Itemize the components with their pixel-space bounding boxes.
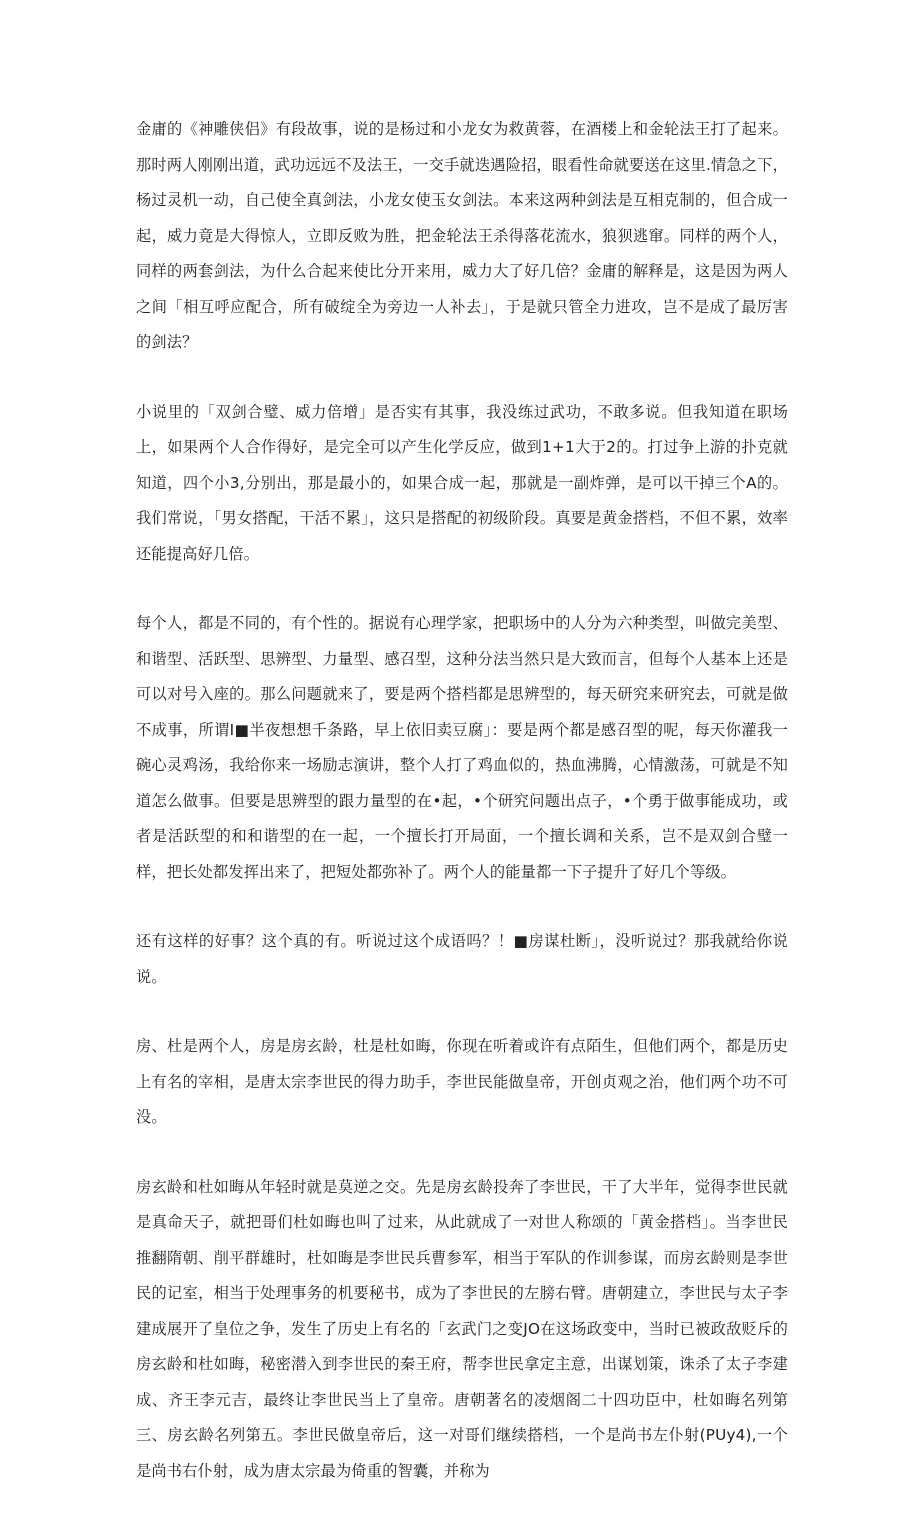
paragraph-1: 金庸的《神雕侠侣》有段故事，说的是杨过和小龙女为救黄蓉，在酒楼上和金轮法王打了起来。那时两人刚刚出道，武功远远不及法王，一交手就迭遇险招，眼看性命就要送在这里.情急之下，杨过灵机一动，自己使全真剑法，小龙女使玉女剑法。本来这两种剑法是互相克制的，但合成一起，威力竟是大得惊人，立即反败为胜，把金轮法王杀得落花流水，狼狈逃窜。同样的两个人，同样的两套剑法，为什么合起来使比分开来用，威力大了好几倍？金庸的解释是，这是因为两人之间「相互呼应配合，所有破绽全为旁边一人补去」，于是就只管全力进攻，岂不是成了最厉害的剑法？ — [136, 120, 788, 351]
document-body — [136, 112, 788, 1523]
paragraph-3: 每个人，都是不同的，有个性的。据说有心理学家，把职场中的人分为六种类型，叫做完美型、和谐型、活跃型、思辨型、力量型、感召型，这种分法当然只是大致而言，但每个人基本上还是可以对号入座的。那么问题就来了，要是两个搭档都是思辨型的，每天研究来研究去，可就是做不成事，所谓I■半夜想想千条路，早上依旧卖豆腐」：要是两个都是感召型的呢，每天你灌我一碗心灵鸡汤，我给你来一场励志演讲，整个人打了鸡血似的，热血沸腾，心情激荡，可就是不知道怎么做事。但要是思辨型的跟力量型的在•起，•个研究问题出点子，•个勇于做事能成功，或者是活跃型的和和谐型的在一起，一个擅长打开局面，一个擅长调和关系，岂不是双剑合璧一样，把长处都发挥出来了，把短处都弥补了。两个人的能量都一下子提升了好几个等级。 — [136, 614, 788, 881]
paragraph-5: 房、杜是两个人，房是房玄龄，杜是杜如晦，你现在听着或许有点陌生，但他们两个，都是历史上有名的宰相，是唐太宗李世民的得力助手，李世民能做皇帝，开创贞观之治，他们两个功不可没。 — [136, 1037, 788, 1126]
paragraph-4: 还有这样的好事？这个真的有。听说过这个成语吗？！■房谋杜断」，没听说过？那我就给你说说。 — [136, 932, 788, 986]
paragraph-2: 小说里的「双剑合璧、威力倍增」是否实有其事，我没练过武功，不敢多说。但我知道在职场上，如果两个人合作得好，是完全可以产生化学反应，做到1+1大于2的。打过争上游的扑克就知道，四个小3,分别出，那是最小的，如果合成一起，那就是一副炸弹，是可以干掉三个A的。我们常说，「男女搭配，干活不累」，这只是搭配的初级阶段。真要是黄金搭档，不但不累，效率还能提高好几倍。 — [136, 402, 788, 563]
paragraph-6: 房玄龄和杜如晦从年轻时就是莫逆之交。先是房玄龄投奔了李世民，干了大半年，觉得李世民就是真命天子，就把哥们杜如晦也叫了过来，从此就成了一对世人称颂的「黄金搭档」。当李世民推翻隋朝、削平群雄时，杜如晦是李世民兵曹参军，相当于军队的作训参谋，而房玄龄则是李世民的记室，相当于处理事务的机要秘书，成为了李世民的左膀右臂。唐朝建立，李世民与太子李建成展开了皇位之争，发生了历史上有名的「玄武门之变JO在这场政变中，当时已被政敌贬斥的房玄龄和杜如晦，秘密潜入到李世民的秦王府，帮李世民拿定主意，出谋划策，诛杀了太子李建成、齐王李元吉，最终让李世民当上了皇帝。唐朝著名的凌烟阁二十四功臣中，杜如晦名列第三、房玄龄名列第五。李世民做皇帝后，这一对哥们继续搭档，一个是尚书左仆射(PUy4),一个是尚书右仆射，成为唐太宗最为倚重的智囊，并称为 — [136, 1177, 788, 1480]
